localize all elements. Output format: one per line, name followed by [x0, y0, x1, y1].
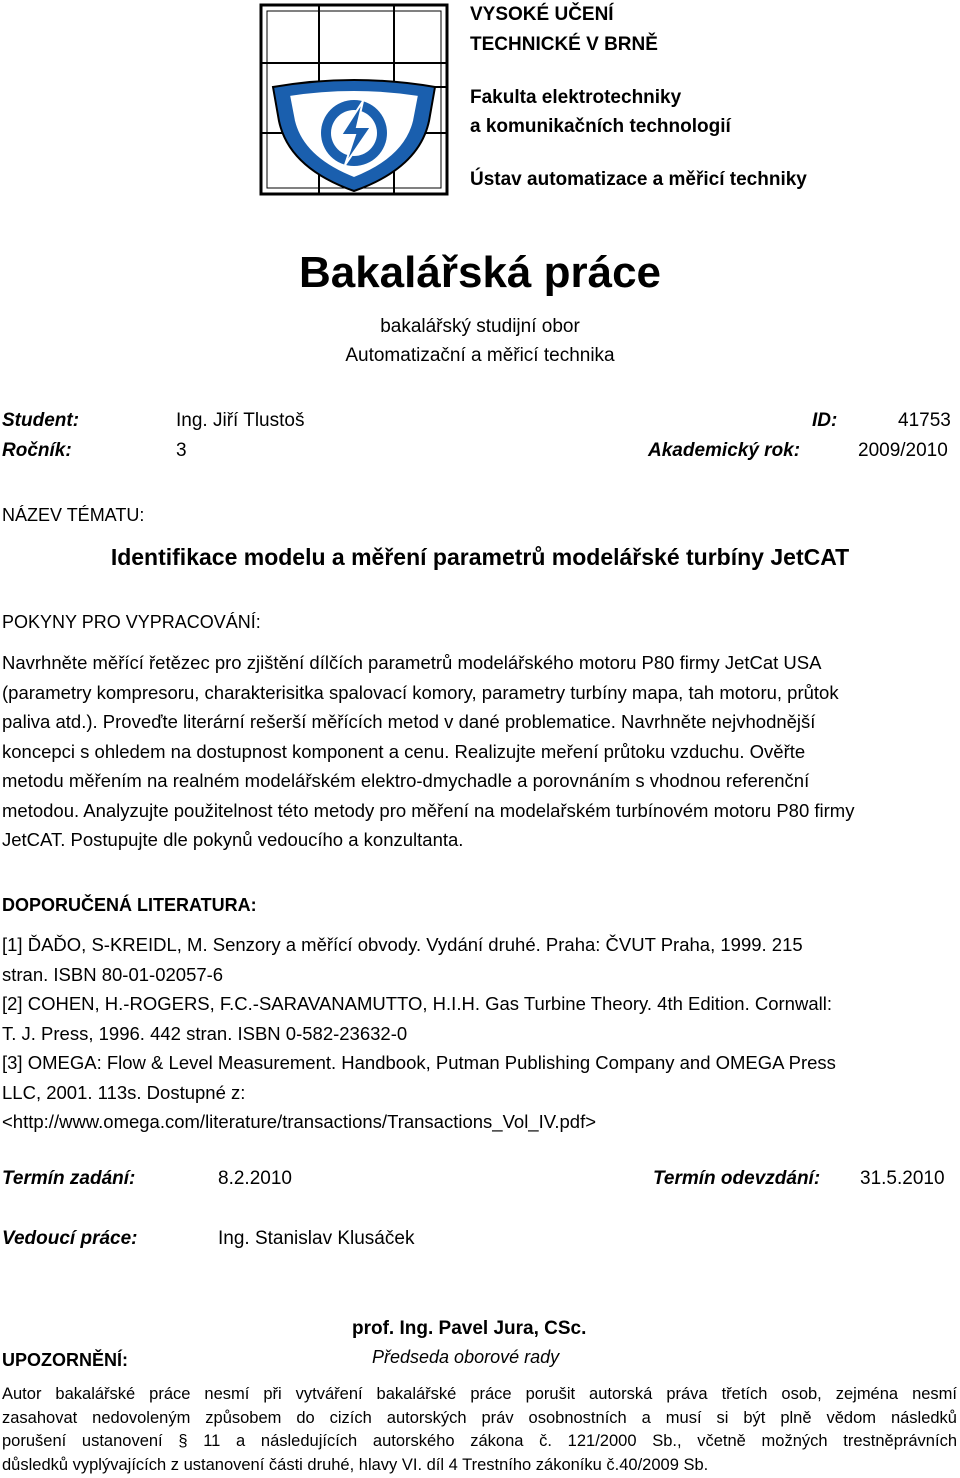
year-value: 3 [176, 440, 187, 461]
topic-label: NÁZEV TÉMATU: [2, 505, 145, 525]
warning-line: porušení ustanovení § 11 a následujících autorského zákona č. 121/2000 Sb., včetně možných trestněprávních [2, 1432, 957, 1450]
instructions-line: (parametry kompresoru, charakterisitka spalovací komory, parametry turbíny mapa, tah motoru, průtok [2, 681, 839, 703]
assign-date-label: Termín zadání: [2, 1168, 136, 1189]
literature-line: stran. ISBN 80-01-02057-6 [2, 963, 224, 985]
instructions-line: JetCAT. Postupujte dle pokynů vedoucího a konzultanta. [2, 829, 464, 850]
warning-line: důsledků vyplývajících z ustanovení části druhé, hlavy VI. díl 4 Trestního zákoníku č.40/2009 Sb. [2, 1455, 709, 1474]
study-type: bakalářský studijní obor [380, 316, 580, 337]
academic-year-value: 2009/2010 [858, 440, 948, 461]
university-logo [259, 3, 449, 196]
warning-text [2, 1383, 957, 1477]
school-name-line1: VYSOKÉ UČENÍ [470, 4, 614, 25]
faculty-line2: a komunikačních technologií [470, 116, 731, 137]
student-label: Student: [2, 410, 80, 431]
literature-line: T. J. Press, 1996. 442 stran. ISBN 0-582-23632-0 [2, 1022, 408, 1044]
institute-name: Ústav automatizace a měřicí techniky [470, 169, 807, 190]
literature-label: DOPORUČENÁ LITERATURA: [2, 895, 257, 915]
study-field: Automatizační a měřicí technika [345, 345, 615, 366]
instructions-label: POKYNY PRO VYPRACOVÁNÍ: [2, 612, 261, 632]
academic-year-label: Akademický rok: [648, 440, 801, 461]
instructions-text [2, 648, 957, 855]
instructions-line: metodou. Analyzujte použitelnost této metody pro měření na modelařském turbínovém motoru P80 firmy [2, 799, 855, 821]
submit-date-value: 31.5.2010 [860, 1168, 945, 1189]
year-label: Ročník: [2, 440, 72, 461]
literature-line: [3] OMEGA: Flow & Level Measurement. Handbook, Putman Publishing Company and OMEGA Press [2, 1052, 836, 1073]
id-label: ID: [812, 410, 838, 431]
warning-line: Autor bakalářské práce nesmí při vytváření bakalářské práce porušit autorská práva třetích osob, zejména nesmí [2, 1385, 957, 1403]
chair-name: prof. Ing. Pavel Jura, CSc. [352, 1318, 587, 1339]
instructions-line: Navrhněte měřící řetězec pro zjištění dílčích parametrů modelářského motoru P80 firmy JetCat USA [2, 652, 822, 673]
school-name-line2: TECHNICKÉ V BRNĚ [470, 34, 658, 55]
literature-line: <http://www.omega.com/literature/transactions/Transactions_Vol_IV.pdf> [2, 1111, 597, 1132]
id-value: 41753 [898, 410, 951, 431]
warning-label: UPOZORNĚNÍ: [2, 1350, 128, 1370]
submit-date-label: Termín odevzdání: [653, 1168, 821, 1189]
faculty-line1: Fakulta elektrotechniky [470, 87, 682, 108]
supervisor-label: Vedoucí práce: [2, 1228, 138, 1249]
university-shield-icon [259, 3, 449, 196]
warning-line: zasahovat nedovoleným způsobem do cizích autorských práv osobnostních a musí si být plně vědom následků [2, 1408, 957, 1427]
literature-line: [1] ĎAĎO, S-KREIDL, M. Senzory a měřící obvody. Vydání druhé. Praha: ČVUT Praha, 1999. 215 [2, 934, 803, 955]
student-value: Ing. Jiří Tlustoš [176, 410, 305, 431]
literature-line: LLC, 2001. 113s. Dostupné z: [2, 1081, 246, 1103]
literature-line: [2] COHEN, H.-ROGERS, F.C.-SARAVANAMUTTO, H.I.H. Gas Turbine Theory. 4th Edition. Cornwall: [2, 993, 832, 1014]
literature-list [2, 930, 957, 1137]
topic-title: Identifikace modelu a měření parametrů modelářské turbíny JetCAT [110, 544, 850, 570]
supervisor-value: Ing. Stanislav Klusáček [218, 1228, 415, 1249]
document-title: Bakalářská práce [298, 248, 662, 297]
instructions-line: metodu měřením na realném modelářském elektro-dmychadle a porovnáním s vhodnou referenční [2, 770, 810, 791]
chair-role: Předseda oborové rady [372, 1347, 560, 1367]
instructions-line: koncepci s ohledem na dostupnost komponent a cenu. Realizujte meření průtoku vzduchu. Ověřte [2, 740, 806, 762]
instructions-line: paliva atd.). Proveďte literární rešerší měřících metod v dané problematice. Navrhněte nejvhodnější [2, 711, 816, 732]
assign-date-value: 8.2.2010 [218, 1168, 292, 1189]
